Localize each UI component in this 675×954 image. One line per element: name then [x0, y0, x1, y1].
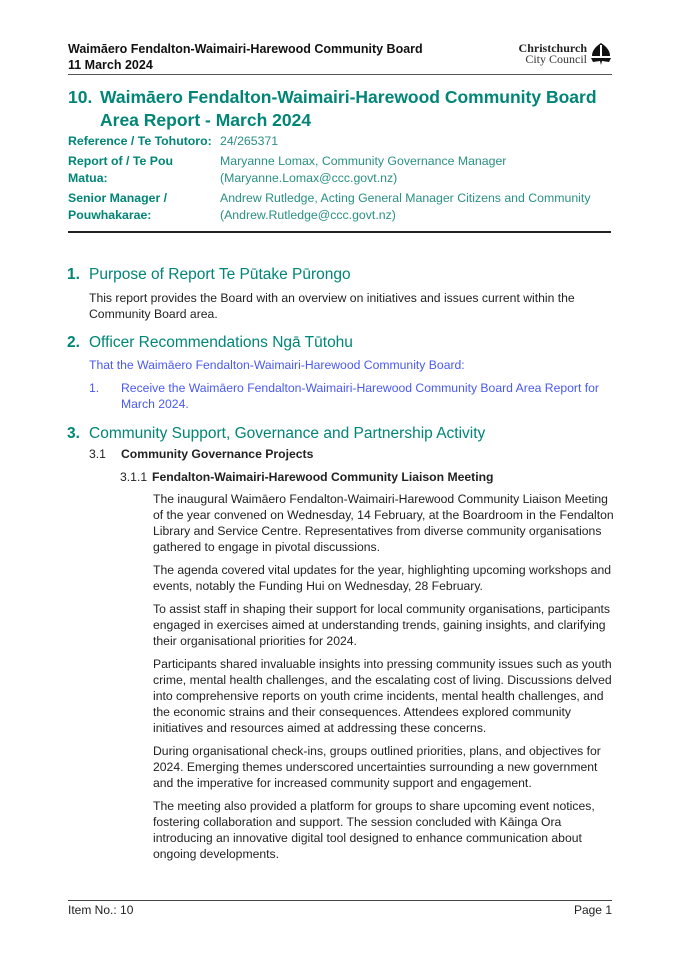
- section-number: 3.: [67, 425, 80, 442]
- section-heading: [68, 265, 613, 285]
- meta-value: 24/265371: [220, 134, 279, 148]
- council-logo: [519, 42, 612, 66]
- section-body: This report provides the Board with an overview on initiatives and issues current within the Community Board area.: [89, 291, 575, 321]
- section-number: 2.: [67, 334, 80, 351]
- meta-label: Senior Manager / Pouwhakarae:: [68, 190, 168, 222]
- meta-row-report-of: [68, 153, 611, 188]
- section-heading: [68, 424, 613, 444]
- recommendation-number: 1.: [89, 381, 100, 395]
- meta-row-reference: [68, 133, 611, 151]
- section-purpose: [68, 265, 613, 322]
- section-recommendations: [68, 333, 613, 412]
- section-title: Community Support, Governance and Partnership Activity: [89, 425, 486, 442]
- header-title: [68, 41, 423, 73]
- meta-row-senior-manager: [68, 190, 611, 225]
- subsection-title: Community Governance Projects: [121, 447, 314, 461]
- report-title: [68, 86, 618, 132]
- paragraph: To assist staff in shaping their support for local community organisations, participants engaged in exercises aimed at understanding trends, gaining insights, and clarifying their organisational priorities for 2024.: [153, 602, 611, 648]
- board-name: Waimāero Fendalton-Waimairi-Harewood Community Board: [68, 42, 423, 56]
- recommendation-item: [89, 380, 613, 412]
- cathedral-logo-icon: [590, 42, 612, 66]
- subsubsection-3-1-1: [120, 469, 620, 485]
- page-number: Page 1: [573, 903, 612, 917]
- page-footer: [68, 900, 612, 917]
- meta-value: Maryanne Lomax, Community Governance Manager (Maryanne.Lomax@ccc.govt.nz): [220, 153, 507, 185]
- meta-value: Andrew Rutledge, Acting General Manager Citizens and Community (Andrew.Rutledge@ccc.govt.nz): [220, 190, 591, 222]
- subsubsection-body: [153, 491, 615, 869]
- meta-label: Reference / Te Tohutoro:: [68, 134, 212, 148]
- subsection-3-1: [89, 446, 609, 462]
- paragraph: During organisational check-ins, groups outlined priorities, plans, and objectives for 2024. Emerging themes underscored uncertainties surrounding a new government and the imperative for increased community support and engagement.: [153, 744, 601, 790]
- item-number: Item No.: 10: [68, 903, 134, 917]
- logo-line2: City Council: [525, 52, 587, 66]
- paragraph: Participants shared invaluable insights into pressing community issues such as youth crime, mental health challenges, and the escalating cost of living. Discussions delved into comprehensive reports on youth crime incidents, mental health challenges, and the economic strains and their consequences. Attendees explored community initiatives and resources aimed at addressing these concerns.: [153, 657, 612, 735]
- subsection-number: 3.1: [89, 447, 106, 461]
- report-number: 10.: [68, 87, 93, 107]
- section-community-support: [68, 424, 613, 444]
- logo-line1: Christchurch: [518, 41, 587, 55]
- paragraph: The meeting also provided a platform for groups to share upcoming event notices, fostering collaboration and support. The session concluded with Kāinga Ora introducing an innovative digital tool designed to enhance communication about ongoing developments.: [153, 799, 595, 861]
- section-title: Purpose of Report Te Pūtake Pūrongo: [89, 266, 351, 283]
- paragraph: The agenda covered vital updates for the year, highlighting upcoming workshops and events, notably the Funding Hui on Wednesday, 28 February.: [153, 563, 612, 593]
- section-title: Officer Recommendations Ngā Tūtohu: [89, 334, 353, 351]
- recommendation-text: Receive the Waimāero Fendalton-Waimairi-Harewood Community Board Area Report for March 2024.: [121, 381, 599, 411]
- section-number: 1.: [67, 266, 80, 283]
- section-heading: [68, 333, 613, 353]
- page-header: [68, 40, 612, 75]
- report-title-text: Waimāero Fendalton-Waimairi-Harewood Community Board Area Report - March 2024: [100, 87, 597, 130]
- paragraph: The inaugural Waimāero Fendalton-Waimairi-Harewood Community Liaison Meeting of the year convened on Wednesday, 14 February, at the Boardroom in the Fendalton Library and Service Centre. Representatives from diverse community organisations gathered to engage in pivotal discussions.: [153, 492, 614, 554]
- meta-label: Report of / Te Pou Matua:: [68, 153, 173, 185]
- recommendation-intro: That the Waimāero Fendalton-Waimairi-Harewood Community Board:: [89, 358, 465, 372]
- subsubsection-number: 3.1.1: [120, 470, 148, 484]
- report-meta-table: [68, 133, 611, 233]
- subsubsection-title: Fendalton-Waimairi-Harewood Community Liaison Meeting: [152, 470, 494, 484]
- meeting-date: 11 March 2024: [68, 58, 153, 72]
